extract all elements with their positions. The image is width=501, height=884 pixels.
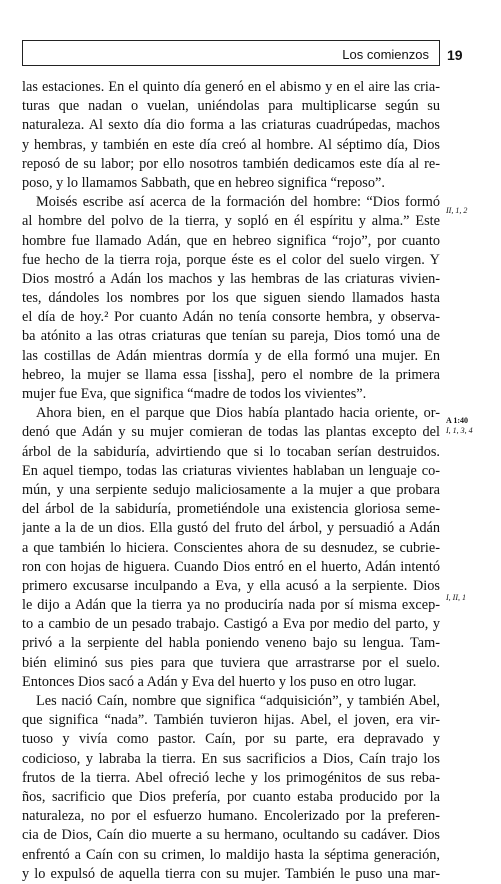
- text-line: Ahora bien, en el parque que Dios había plantado hacia oriente, or-: [36, 405, 440, 422]
- text-line: jante a la de un dios. Ella gustó del fruto del árbol, y persuadió a Adán: [22, 520, 440, 537]
- body-text: [22, 78, 440, 884]
- text-line: ron con hojas de higuera. Cuando Dios entró en el huerto, Adán intentó: [22, 558, 440, 575]
- text-line: denó que Adán y su mujer comieran de todas las plantas excepto del: [22, 424, 440, 441]
- text-line: turas que nadan o vuelan, uniéndolas para multiplicarse según su: [22, 98, 440, 115]
- text-line: reposó de su labor; por ello nosotros también dedicamos este día al re-: [22, 155, 440, 172]
- text-line: y lo expulsó de aquella tierra con su mujer. También le puso una mar-: [22, 865, 440, 882]
- text-line: fue hecho de la tierra roja, porque éste es el color del suelo virgen. Y: [22, 251, 440, 268]
- text-line: tuoso y vivía como pastor. Caín, por su parte, era depravado y: [22, 731, 440, 748]
- margin-note: A 1:40: [446, 416, 468, 425]
- text-line: y hembras, y también en este día creó al hombre. Al séptimo día, Dios: [22, 136, 440, 153]
- text-line: privó a la serpiente del habla poniendo veneno bajo su lengua. Tam-: [22, 635, 440, 652]
- chapter-title: Los comienzos: [342, 47, 429, 62]
- text-line: las estaciones. En el quinto día generó en el abismo y en el aire las cria-: [22, 79, 440, 95]
- text-line: naturaleza. Al sexto día dio forma a las criaturas cuadrúpedas, machos: [22, 117, 440, 134]
- text-line: las costillas de Adán mientras dormía y de ella formó una mujer. En: [22, 347, 440, 364]
- text-line: le dijo a Adán que la tierra ya no produciría nada por sí misma excep-: [22, 597, 440, 614]
- text-line: hebreo, la mujer se llama essa [issha], pero el nombre de la primera: [22, 366, 440, 383]
- text-line: el día de hoy.² Por cuanto Adán no tenía consorte hembra, y observa-: [22, 309, 440, 326]
- margin-note: I, 1, 3, 4: [446, 426, 473, 435]
- text-line: primero excusarse inculpando a Eva, y ella acusó a la serpiente. Dios: [22, 577, 440, 594]
- text-line: ños, sacrificio que Dios prefería, por cuanto estaba producido por la: [22, 788, 440, 805]
- text-line: poso, y lo llamamos Sabbath, que en hebreo significa “reposo”.: [22, 174, 385, 191]
- text-line: a que también lo hiciera. Conscientes ahora de su desnudez, se cubrie-: [22, 539, 440, 556]
- text-line: hombre fue llamado Adán, que en hebreo significa “rojo”, por cuanto: [22, 232, 440, 249]
- text-line: Dios mostró a Adán los machos y las hembras de las criaturas vivien-: [22, 270, 440, 287]
- text-line: que significa “nada”. También tuvieron hijas. Abel, el joven, era vir-: [22, 712, 440, 729]
- text-line: tes, dándoles los nombres por los que siguen siendo llamados hasta: [22, 290, 440, 307]
- text-line: del árbol de la sabiduría, prometiéndole una existencia gloriosa seme-: [22, 501, 440, 518]
- text-line: Les nació Caín, nombre que significa “adquisición”, y también Abel,: [36, 693, 440, 709]
- margin-note: II, 1, 2: [446, 206, 468, 215]
- text-line: mujer fue Eva, que significa “madre de todos los vivientes”.: [22, 386, 367, 402]
- running-header: [22, 40, 440, 66]
- text-line: cia de Dios, Caín dio muerte a su hermano, ocultando su cadáver. Dios: [22, 827, 440, 844]
- text-line: naturaleza, no por el esfuerzo humano. Encolerizado por la preferen-: [22, 808, 440, 825]
- text-line: enfrentó a Caín con su crimen, lo maldijo hasta la séptima generación,: [22, 846, 440, 863]
- text-line: mún, y una serpiente sedujo maliciosamente a la mujer a que probara: [22, 481, 440, 498]
- text-line: bién eliminó sus pies para que tuviera que arrastrarse por el suelo.: [22, 654, 440, 671]
- text-line: frutos de la tierra. Abel ofreció leche y los primogénitos de sus reba-: [22, 769, 440, 786]
- text-line: al hombre del polvo de la tierra, y sopló en él espíritu y alma.” Este: [22, 213, 440, 230]
- text-line: ba atónito a las otras criaturas que tenían su pareja, Dios tomó una de: [22, 328, 440, 345]
- text-line: En aquel tiempo, todas las criaturas vivientes hablaban un lenguaje co-: [22, 462, 440, 479]
- page-number: 19: [447, 47, 463, 63]
- text-line: Entonces Dios sacó a Adán y Eva del huerto y los puso en otro lugar.: [22, 673, 417, 690]
- text-line: codicioso, y labraba la tierra. En sus sacrificios a Dios, Caín trajo los: [22, 750, 440, 767]
- margin-note: I, II, 1: [446, 593, 466, 602]
- text-line: Moisés escribe así acerca de la formación del hombre: “Dios formó: [36, 194, 440, 211]
- text-line: árbol de la sabiduría, advirtiendo que si lo tocaban serían destruidos.: [22, 443, 440, 460]
- text-line: to a cambio de un pesado trabajo. Castigó a Eva por medio del parto, y: [22, 616, 440, 633]
